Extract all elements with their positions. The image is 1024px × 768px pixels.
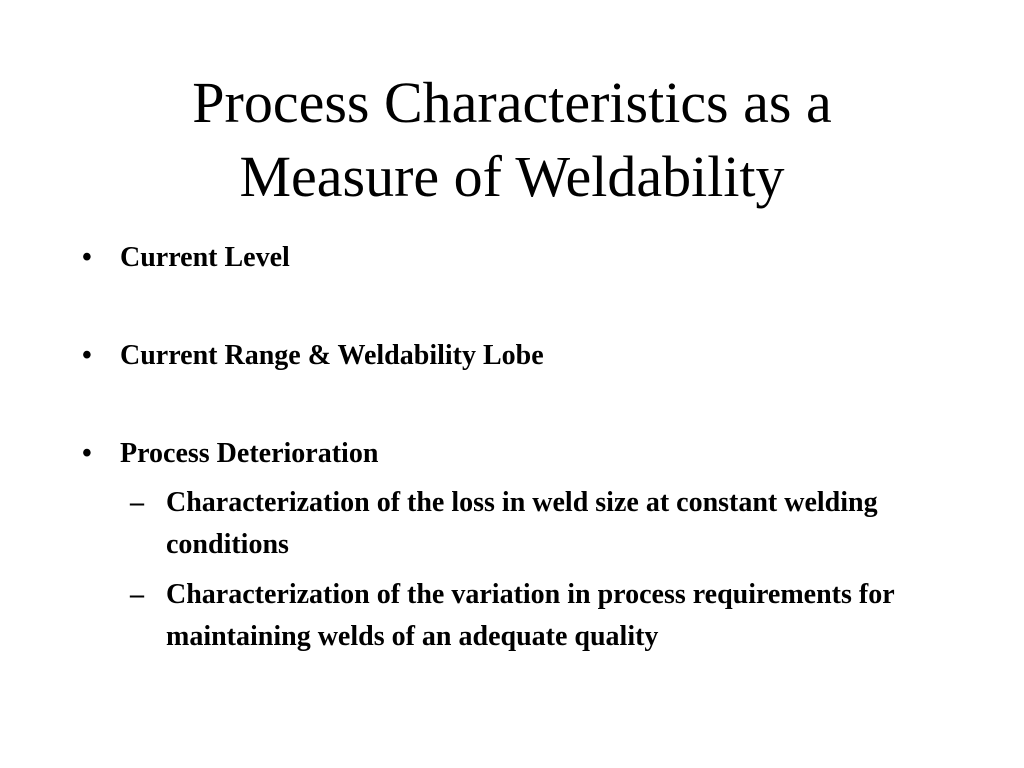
bullet-item-process-deterioration <box>80 434 960 474</box>
title-line-2: Measure of Weldability <box>239 144 785 209</box>
slide-title <box>60 66 964 214</box>
sub-bullet-marker: – <box>130 487 144 518</box>
title-line-1: Process Characteristics as a <box>192 70 832 135</box>
bullet-marker: • <box>82 438 92 469</box>
sub-item-label: Characterization of the variation in process requirements for maintaining welds of an adequate quality <box>166 579 895 652</box>
bullet-item-current-range <box>80 336 960 376</box>
sub-bullet-marker: – <box>130 579 144 610</box>
sub-item-weld-size-loss <box>80 482 960 566</box>
bullet-label: Current Range & Weldability Lobe <box>120 340 544 371</box>
bullet-item-current-level <box>80 238 960 278</box>
sub-item-process-variation <box>80 574 960 658</box>
bullet-marker: • <box>82 340 92 371</box>
bullet-label: Process Deterioration <box>120 438 379 469</box>
bullet-list <box>80 238 960 658</box>
bullet-label: Current Level <box>120 242 290 273</box>
bullet-marker: • <box>82 242 92 273</box>
sub-item-label: Characterization of the loss in weld size at constant welding conditions <box>166 487 878 560</box>
